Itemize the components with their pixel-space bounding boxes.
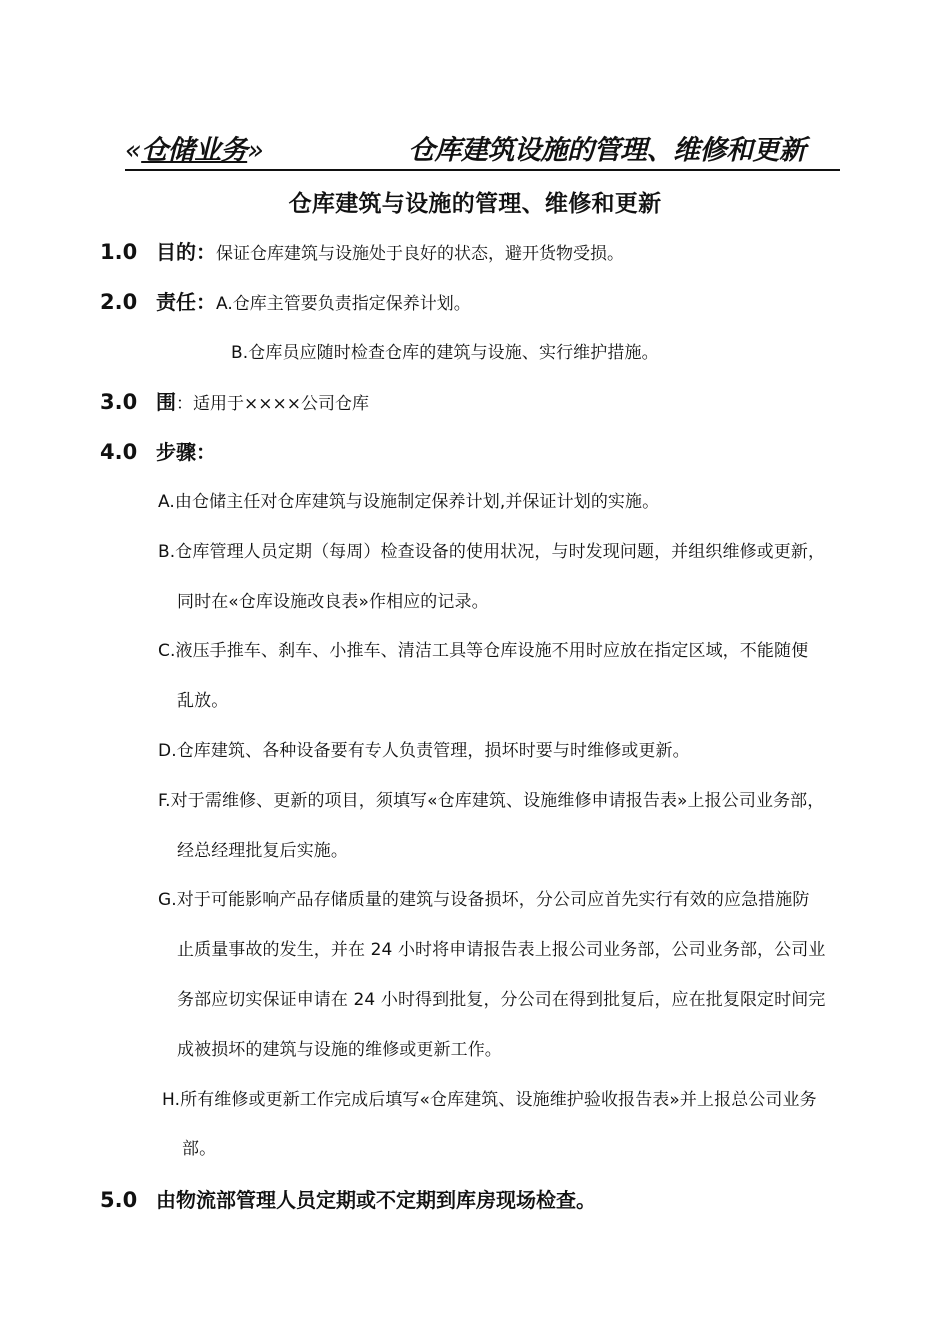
section-text: 由物流部管理人员定期或不定期到库房现场检查。 xyxy=(156,1188,596,1212)
section-number: 2.0 xyxy=(100,290,138,314)
section-heading: 步骤： xyxy=(156,440,216,464)
step-line: F.对于需维修、更新的项目，须填写«仓库建筑、设施维修申请报告表»上报公司业务部， xyxy=(158,791,825,811)
header-category: 仓储业务 xyxy=(141,135,248,166)
responsibility-line-b: B.仓库员应随时检查仓库的建筑与设施、实行维护措施。 xyxy=(231,343,659,363)
section-text: A.仓库主管要负责指定保养计划。 xyxy=(216,294,471,314)
step-line: H.所有维修或更新工作完成后填写«仓库建筑、设施维护验收报告表»并上报总公司业务 xyxy=(162,1090,817,1110)
step-line: G.对于可能影响产品存储质量的建筑与设备损坏，分公司应首先实行有效的应急措施防 xyxy=(158,890,810,910)
section-number: 3.0 xyxy=(100,390,138,414)
section-text: 适用于××××公司仓库 xyxy=(193,394,369,414)
document-header xyxy=(125,128,840,171)
step-line: 务部应切实保证申请在 24 小时得到批复，分公司在得到批复后，应在批复限定时间完 xyxy=(177,990,826,1010)
section-heading: 围 xyxy=(156,390,176,414)
step-line: B.仓库管理人员定期（每周）检查设备的使用状况，与时发现问题，并组织维修或更新， xyxy=(158,542,826,562)
header-close-quote: » xyxy=(247,135,264,166)
section-number: 5.0 xyxy=(100,1188,138,1212)
section-colon: ： xyxy=(176,394,193,414)
step-line: C.液压手推车、刹车、小推车、清洁工具等仓库设施不用时应放在指定区域，不能随便 xyxy=(158,641,809,661)
section-steps xyxy=(100,436,216,465)
step-line: 部。 xyxy=(182,1139,217,1159)
header-open-quote: « xyxy=(125,135,142,166)
header-title: 仓库建筑设施的管理、维修和更新 xyxy=(408,135,806,166)
section-text: 保证仓库建筑与设施处于良好的状态，避开货物受损。 xyxy=(216,244,624,264)
document-title: 仓库建筑与设施的管理、维修和更新 xyxy=(288,191,662,217)
section-inspection xyxy=(100,1184,596,1213)
section-scope xyxy=(100,386,369,415)
section-purpose xyxy=(100,236,624,265)
section-heading: 责任： xyxy=(156,290,216,314)
step-line: D.仓库建筑、各种设备要有专人负责管理，损坏时要与时维修或更新。 xyxy=(158,741,690,761)
section-number: 1.0 xyxy=(100,240,138,264)
section-heading: 目的： xyxy=(156,240,216,264)
step-line: 同时在«仓库设施改良表»作相应的记录。 xyxy=(177,592,489,612)
section-responsibility xyxy=(100,286,471,315)
section-number: 4.0 xyxy=(100,440,138,464)
step-line: 经总经理批复后实施。 xyxy=(177,841,348,861)
step-line: A.由仓储主任对仓库建筑与设施制定保养计划,并保证计划的实施。 xyxy=(158,492,660,512)
step-line: 成被损坏的建筑与设施的维修或更新工作。 xyxy=(177,1040,502,1060)
step-line: 乱放。 xyxy=(177,691,229,711)
step-line: 止质量事故的发生，并在 24 小时将申请报告表上报公司业务部，公司业务部，公司业 xyxy=(177,940,826,960)
